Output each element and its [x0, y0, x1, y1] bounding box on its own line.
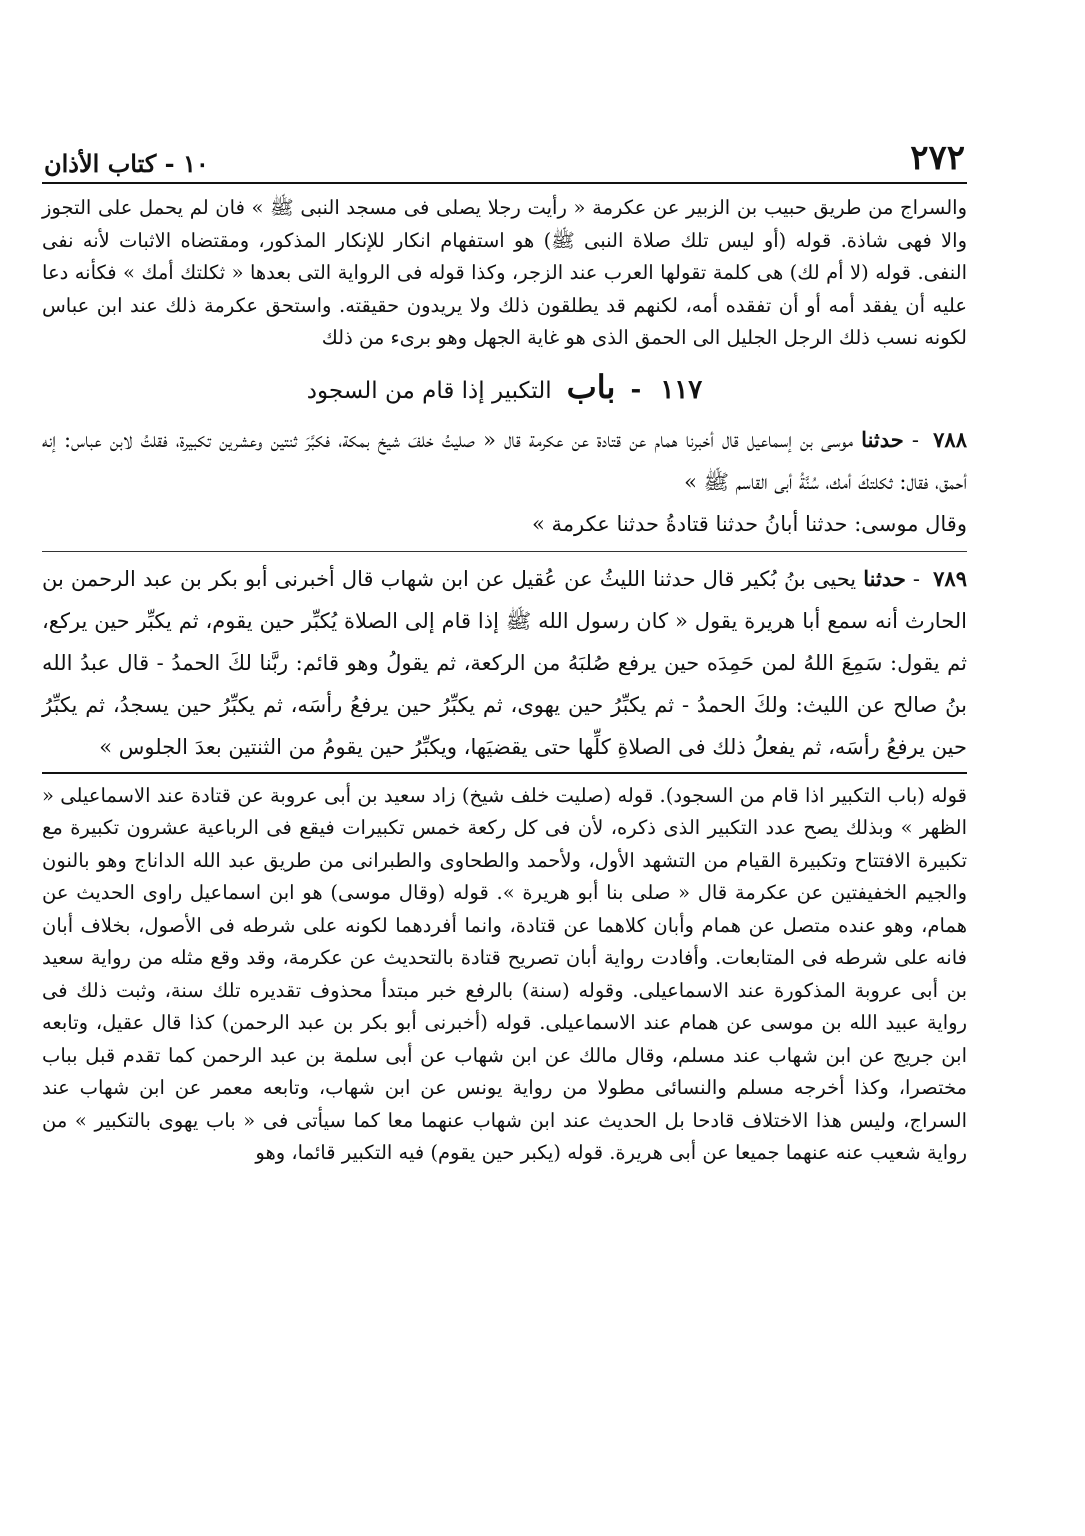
chapter-heading: ١١٧ - باب التكبير إذا قام من السجود [306, 367, 703, 406]
page-number: ٢٧٢ [910, 138, 965, 178]
hadith-number: ٧٨٨ [933, 426, 967, 452]
chapter-bab-label: باب [566, 367, 616, 406]
page-header [42, 130, 967, 184]
hadith-text: يحيى بنُ بُكير قال حدثنا الليثُ عن عُقيل عن ابن شهاب قال أخبرنى أبو بكر بن عبد الرحمن بن الحارث أنه سمع أبا هريرة يقول « كان رسول الله ﷺ إذا قام إلى الصلاة يُكبِّر حين يقوم، ثم يكبِّر حين يركع، ثم يقول: سَمِعَ اللهُ لمن حَمِدَه حين يرفع صُلبَهُ من الركعة، ثم يقولُ وهو قائم: ربَّنا لكَ الحمدُ - قال عبدُ الله بنُ صالح عن الليث: ولكَ الحمدُ - ثم يكبِّرُ حين يهوى، ثم يكبِّرُ حين يرفعُ رأسَه، ثم يكبِّرُ حين يسجدُ، ثم يكبِّرُ حين يرفعُ رأسَه، ثم يفعلُ ذلك فى الصلاةِ كلِّها حتى يقضيَها، ويكبِّرُ حين يقومُ من الثنتين بعدَ الجلوس » [42, 566, 967, 759]
hadith-789: ٧٨٩ - حدثنا يحيى بنُ بُكير قال حدثنا الليثُ عن عُقيل عن ابن شهاب قال أخبرنى أبو بكر بن عبد الرحمن بن الحارث أنه سمع أبا هريرة يقول « كان رسول الله ﷺ إذا قام إلى الصلاة يُكبِّر حين يقوم، ثم يكبِّر حين يركع، ثم يقول: سَمِعَ اللهُ لمن حَمِدَه حين يرفع صُلبَهُ من الركعة، ثم يقولُ وهو قائم: ربَّنا لكَ الحمدُ - قال عبدُ الله بنُ صالح عن الليث: ولكَ الحمدُ - ثم يكبِّرُ حين يهوى، ثم يكبِّرُ حين يرفعُ رأسَه، ثم يكبِّرُ حين يسجدُ، ثم يكبِّرُ حين يرفعُ رأسَه، ثم يفعلُ ذلك فى الصلاةِ كلِّها حتى يقضيَها، ويكبِّرُ حين يقومُ من الثنتين بعدَ الجلوس » [42, 558, 967, 774]
running-title: ١٠ - كتاب الأذان [44, 149, 209, 178]
hadith-text: موسى بن إسماعيل قال أخبرنا همام عن قتادة عن عكرمة قال « صليتُ خلفَ شيخ بمكة، فكبَّرَ ثنتين وعشرين تكبيرة، فقلتُ لابن عباس: إنه أحمق، فقال: ثكلتكَ أمك، سُنَّةُ أبى القاسم ﷺ » [42, 427, 967, 494]
hadith-lead-word: حدثنا [861, 426, 904, 452]
chapter-title: التكبير إذا قام من السجود [306, 377, 552, 404]
commentary-paragraph-top: والسراج من طريق حبيب بن الزبير عن عكرمة « رأيت رجلا يصلى فى مسجد النبى ﷺ » فان لم يحمل على التجوز والا فهى شاذة. قوله (أو ليس تلك صلاة النبى ﷺ) هو استفهام انكار للإنكار المذكور، ومقتضاه الاثبات لأنه نفى النفى. قوله (لا أم لك) هى كلمة تقولها العرب عند الزجر، وكذا قوله فى الرواية التى بعدها « ثكلتك أمك » فكأنه دعا عليه أن يفقد أمه أو أن تفقده أمه، لكنهم قد يطلقون ذلك ولا يريدون حقيقته. واستحق عكرمة ذلك عند ابن عباس لكونه نسب ذلك الرجل الجليل الى الحمق الذى هو غاية الجهل وهو برىء من ذلك [42, 196, 967, 349]
chapter-number: ١١٧ [660, 374, 703, 405]
hadith-text-continuation: وقال موسى: حدثنا أبانُ حدثنا قتادةُ حدثنا عكرمة » [532, 511, 967, 536]
hadith-788: ٧٨٨ - حدثنا موسى بن إسماعيل قال أخبرنا همام عن قتادة عن عكرمة قال « صليتُ خلفَ شيخ بمكة، فكبَّرَ ثنتين وعشرين تكبيرة، فقلتُ لابن عباس: إنه أحمق، فقال: ثكلتكَ أمك، سُنَّةُ أبى القاسم ﷺ » وقال موسى: حدثنا أبانُ حدثنا قتادةُ حدثنا عكرمة » [42, 419, 967, 552]
commentary-paragraph-bottom: قوله (باب التكبير اذا قام من السجود). قوله (صليت خلف شيخ) زاد سعيد بن أبى عروبة عن قتادة عند الاسماعيلى « الظهر » وبذلك يصح عدد التكبير الذى ذكره، لأن فى كل ركعة خمس تكبيرات فيقع فى الرباعية عشرون تكبيرة مع تكبيرة الافتتاح وتكبيرة القيام من التشهد الأول، ولأحمد والطحاوى والطبرانى من طريق عبد الله الداناج وهو بالنون والجيم الخفيفتين عن عكرمة قال « صلى بنا أبو هريرة ». قوله (وقال موسى) هو ابن اسماعيل راوى الحديث عن همام، وهو عنده متصل عن همام وأبان كلاهما عن قتادة، وانما أفردهما لكونه على شرطه فى الأصول، بخلاف أبان فانه على شرطه فى المتابعات. وأفادت رواية أبان تصريح قتادة بالتحديث عن عكرمة، وقد وقع مثله من رواية سعيد بن أبى عروبة المذكورة عند الاسماعيلى. وقوله (سنة) بالرفع خبر مبتدأ محذوف تقديره تلك سنة، وثبت ذلك فى رواية عبيد الله بن موسى عن همام عند الاسماعيلى. قوله (أخبرنى أبو بكر بن عبد الرحمن) كذا قال عقيل، وتابعه ابن جريج عن ابن شهاب عند مسلم، وقال مالك عن ابن شهاب عن أبى سلمة بن عبد الرحمن كما تقدم قبل بباب مختصرا، وكذا أخرجه مسلم والنسائى مطولا من رواية يونس عن ابن شهاب، وتابعه معمر عن ابن شهاب عند السراج، وليس هذا الاختلاف قادحا بل الحديث عند ابن شهاب عنهما معا كما سيأتى فى « باب يهوى بالتكبير » من رواية شعيب عنه عنهما جميعا عن أبى هريرة. قوله (يكبر حين يقوم) فيه التكبير قائما، وهو [42, 783, 967, 1164]
hadith-lead-word: حدثنا [863, 565, 906, 591]
hadith-number: ٧٨٩ [933, 565, 967, 591]
